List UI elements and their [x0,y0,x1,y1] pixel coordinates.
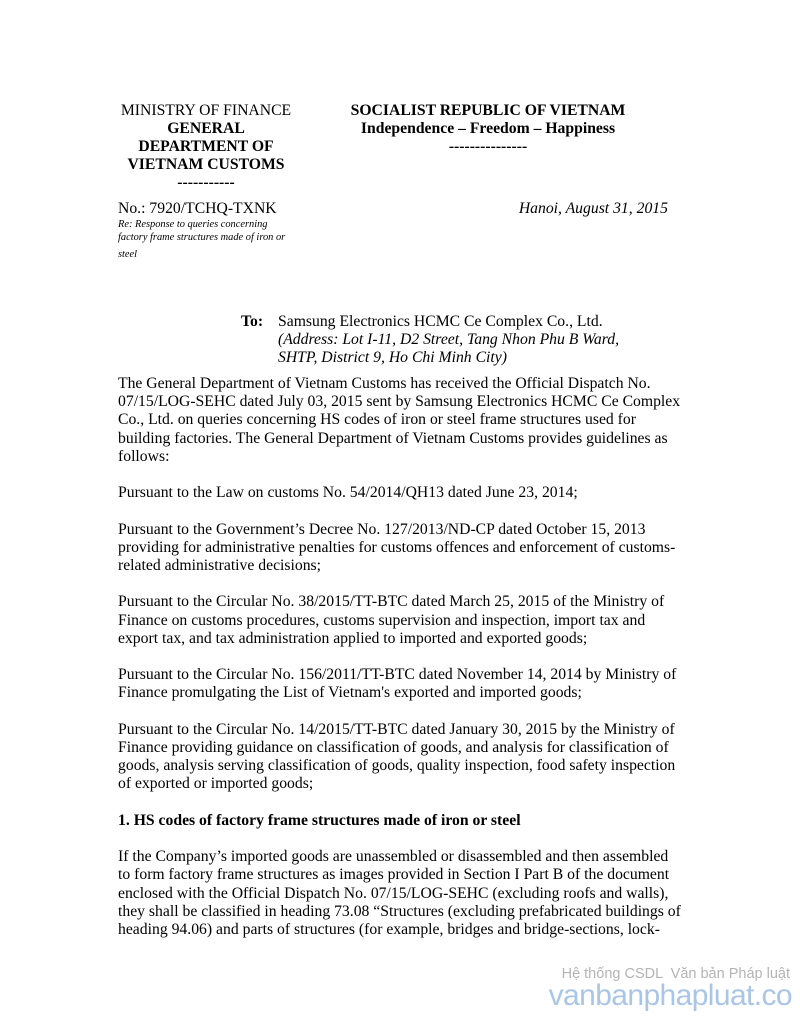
national-title-block [338,102,638,156]
body-paragraph [118,721,708,794]
paragraph-line: If the Company’s imported goods are unassembled or disassembled and then assembled [118,848,669,866]
recipient-block [278,313,619,367]
country-name: SOCIALIST REPUBLIC OF VIETNAM [350,102,626,119]
issuer-separator: ----------- [177,174,235,191]
section-paragraph [118,848,708,939]
paragraph-line: Finance promulgating the List of Vietnam's exported and imported goods; [118,684,582,702]
document-date: Hanoi, August 31, 2015 [518,200,668,217]
body-paragraph [118,375,708,466]
paragraph-line: of exported or imported goods; [118,775,314,793]
paragraph-line: heading 94.06) and parts of structures (for example, bridges and bridge-sections, lock- [118,920,660,938]
watermark-system-text: Hệ thống CSDL Văn bản Pháp luật [561,966,790,982]
section-heading: 1. HS codes of factory frame structures made of iron or steel [118,811,521,829]
paragraph-line: enclosed with the Official Dispatch No. 07/15/LOG-SEHC (excluding roofs and walls), [118,884,669,902]
paragraph-line: 07/15/LOG-SEHC dated July 03, 2015 sent by Samsung Electronics HCMC Ce Complex [118,393,681,411]
paragraph-line: Co., Ltd. on queries concerning HS codes of iron or steel frame structures used for [118,411,636,429]
paragraph-line: Finance providing guidance on classification of goods, and analysis for classification of [118,738,669,756]
department-name-line: DEPARTMENT OF [138,138,274,155]
body-paragraph [118,484,708,502]
paragraph-line: Pursuant to the Circular No. 38/2015/TT-BTC dated March 25, 2015 of the Ministry of [118,593,665,611]
paragraph-line: Pursuant to the Circular No. 156/2011/TT-BTC dated November 14, 2014 by Ministry of [118,666,677,684]
paragraph-line: Pursuant to the Circular No. 14/2015/TT-BTC dated January 30, 2015 by the Ministry of [118,720,675,738]
paragraph-line: they shall be classified in heading 73.08 “Structures (excluding prefabricated buildings of [118,902,681,920]
paragraph-line: related administrative decisions; [118,557,322,574]
subject-line: factory frame structures made of iron or [118,231,286,243]
paragraph-line: Pursuant to the Government’s Decree No. 127/2013/ND-CP dated October 15, 2013 [118,520,646,538]
ministry-name: MINISTRY OF FINANCE [120,102,292,119]
department-name-line: VIETNAM CUSTOMS [127,156,285,173]
national-motto: Independence – Freedom – Happiness [360,120,616,137]
paragraph-line: to form factory frame structures as images provided in Section I Part B of the document [118,866,670,884]
paragraph-line: Pursuant to the Law on customs No. 54/2014/QH13 dated June 23, 2014; [118,484,578,502]
recipient-name: Samsung Electronics HCMC Ce Complex Co., Ltd. [278,313,603,330]
watermark-site: vanbanphapluat.co [548,979,792,1012]
recipient-address-line: SHTP, District 9, Ho Chi Minh City) [278,349,507,366]
paragraph-line: The General Department of Vietnam Customs has received the Official Dispatch No. [118,375,651,392]
department-name-line: GENERAL [167,120,245,137]
paragraph-line: export tax, and tax administration applied to imported and exported goods; [118,629,588,647]
paragraph-line: building factories. The General Department of Vietnam Customs provides guidelines as [118,429,668,447]
body-paragraph [118,666,708,702]
document-body [118,375,708,957]
motto-separator: --------------- [448,138,528,155]
recipient-address-line: (Address: Lot I-11, D2 Street, Tang Nhon Phu B Ward, [278,331,620,348]
paragraph-line: providing for administrative penalties for customs offences and enforcement of customs- [118,538,676,556]
issuer-block [106,102,306,192]
document-subject [118,218,285,261]
body-paragraph [118,521,708,576]
subject-line: Re: Response to queries concerning [118,218,268,230]
recipient-label: To: [241,313,264,330]
paragraph-line: Finance on customs procedures, customs supervision and inspection, import tax and [118,611,646,629]
paragraph-line: goods, analysis serving classification of goods, quality inspection, food safety inspection [118,757,676,775]
subject-line: steel [118,248,138,260]
document-number: No.: 7920/TCHQ-TXNK [118,200,277,217]
body-paragraph [118,593,708,648]
paragraph-line: follows: [118,447,170,465]
